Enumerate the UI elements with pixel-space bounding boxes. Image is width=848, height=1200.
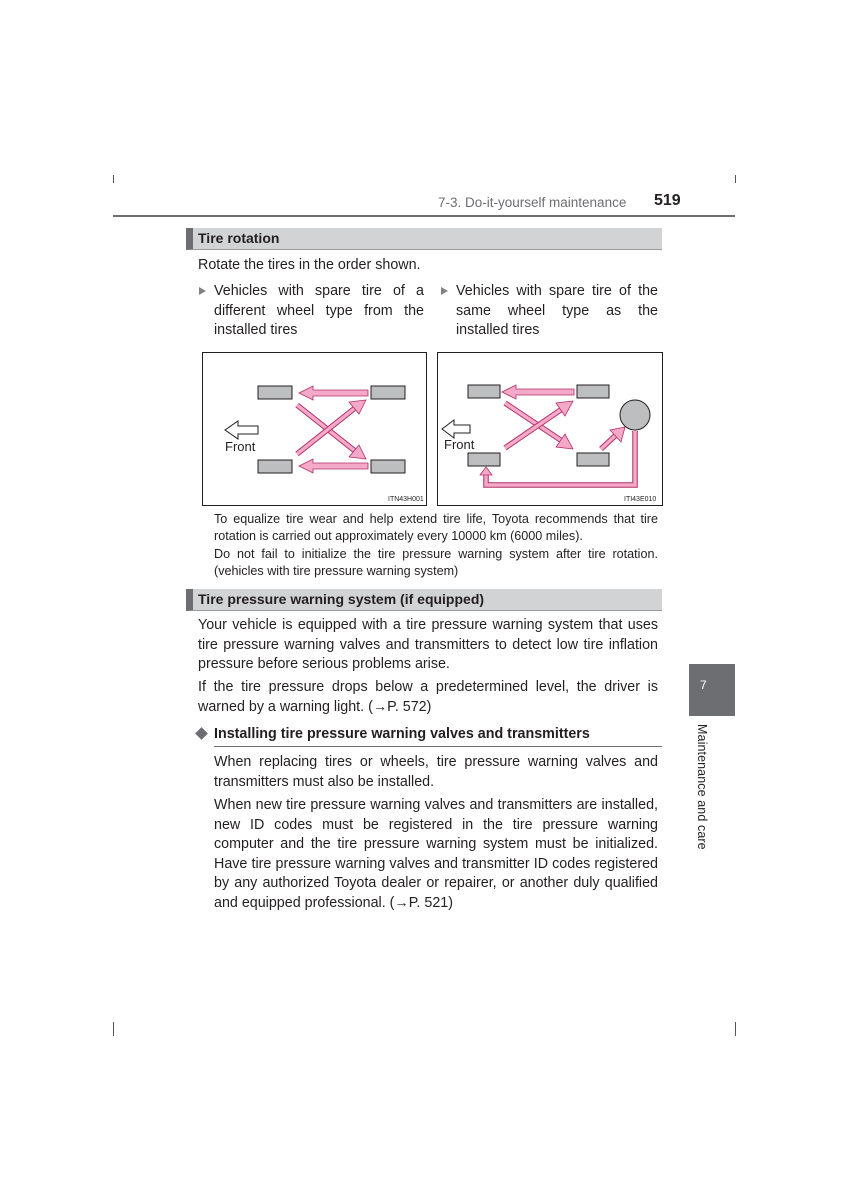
figure-id: ITN43H001 <box>388 496 424 503</box>
front-label: Front <box>444 437 475 452</box>
heading-text: Tire rotation <box>198 230 280 246</box>
tire-rotation-intro: Rotate the tires in the order shown. <box>198 257 421 273</box>
rotation-note-initialize: Do not fail to initialize the tire pressure warning system after tire rotation. (vehicles with tire pressure warning system) <box>214 547 658 578</box>
header-rule <box>113 215 735 217</box>
page-number: 519 <box>654 192 681 209</box>
front-arrow-icon <box>225 421 258 439</box>
tire-front-right <box>468 453 500 466</box>
rotation-diagram-1-graphic <box>203 353 428 507</box>
arrow-top <box>502 385 574 399</box>
rotation-note-interval: To equalize tire wear and help extend tire life, Toyota recommends that tire rotation is carried out approximately every 10000 km (6000 miles). <box>214 512 658 543</box>
tpws-intro: Your vehicle is equipped with a tire pressure warning system that uses tire pressure warning valves and transmitters to detect low tire inflation pressure before serious problems arise. <box>198 617 658 672</box>
chapter-number: 7 <box>700 678 707 692</box>
subheading-rule <box>214 746 662 747</box>
chapter-title: Maintenance and care <box>695 724 709 850</box>
tire-rear-right <box>371 460 405 473</box>
crop-mark <box>735 175 736 183</box>
option-different-wheel: Vehicles with spare tire of a different wheel type from the installed tires <box>214 283 424 338</box>
tire-front-left <box>258 386 292 399</box>
arrow-to-spare <box>601 427 625 449</box>
tire-front-left <box>468 385 500 398</box>
arrow-bottom <box>299 459 368 473</box>
crop-mark <box>113 175 114 183</box>
figure-id: ITI43E010 <box>624 496 657 503</box>
heading-tpws <box>186 589 662 611</box>
tpws-warning-light: If the tire pressure drops below a predetermined level, the driver is warned by a warning light. (→P. 572) <box>198 679 658 715</box>
arrow-diagonal-up <box>297 400 366 454</box>
tire-rear-left <box>371 386 405 399</box>
crop-mark <box>113 1022 114 1036</box>
tire-rear-right <box>577 453 609 466</box>
heading-text: Tire pressure warning system (if equipped) <box>198 591 485 607</box>
option-same-wheel: Vehicles with spare tire of the same wheel type as the installed tires <box>456 283 658 338</box>
front-label: Front <box>225 439 256 454</box>
rotation-diagram-2-graphic <box>438 353 664 507</box>
tpws-subheading: Installing tire pressure warning valves and transmitters <box>214 726 590 742</box>
section-title: 7-3. Do-it-yourself maintenance <box>438 195 627 210</box>
tpws-new-id-codes: When new tire pressure warning valves and transmitters are installed, new ID codes must be registered in the tire pressure warning computer and the tire pressure warning system must be initialized. Have tire pressure warning valves and transmitter ID codes registered by any authorized Toyota dealer or repairer, or another duly qualified and equipped professional. (→P. 521) <box>214 797 658 911</box>
rotation-diagram-different-spare <box>202 352 427 506</box>
tire-rear-left <box>577 385 609 398</box>
heading-tire-rotation <box>186 228 662 250</box>
spare-tire <box>620 400 650 430</box>
chapter-tab <box>689 664 735 716</box>
tire-front-right <box>258 460 292 473</box>
bullet-triangle-icon <box>441 287 448 295</box>
bullet-triangle-icon <box>199 287 206 295</box>
front-arrow-icon <box>442 420 470 438</box>
rotation-diagram-same-spare <box>437 352 663 506</box>
arrow-diagonal-down <box>297 405 366 459</box>
crop-mark <box>735 1022 736 1036</box>
arrow-top <box>299 386 368 400</box>
diamond-bullet-icon <box>195 727 208 740</box>
tpws-replacing-tires: When replacing tires or wheels, tire pressure warning valves and transmitters must also be installed. <box>214 754 658 790</box>
